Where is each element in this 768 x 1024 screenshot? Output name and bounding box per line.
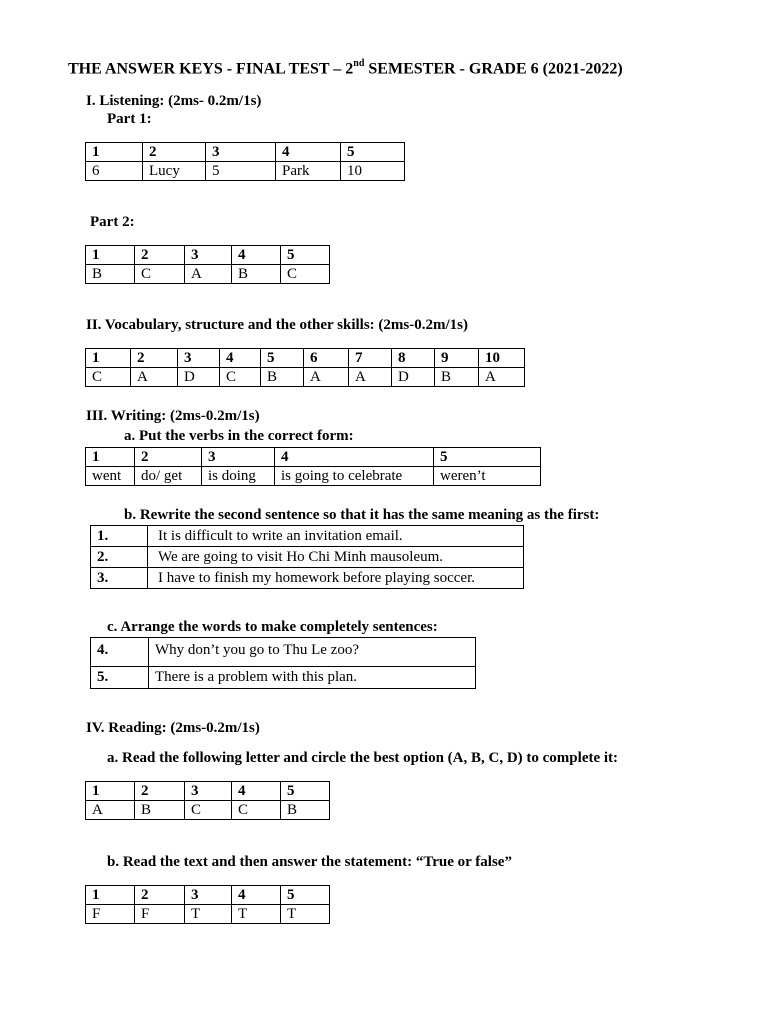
writing-a-table [85, 447, 541, 486]
listening-part2-table [85, 245, 330, 284]
table-row: A B C C B [86, 801, 330, 820]
table-row: 3. I have to finish my homework before playing soccer. [91, 568, 524, 589]
listening-part1-table [85, 142, 405, 181]
table-row: 5. There is a problem with this plan. [91, 667, 476, 689]
section-listening-heading: I. Listening: (2ms- 0.2m/1s) [86, 93, 262, 109]
table-header-row: 1 2 3 4 5 [86, 782, 330, 801]
table-header-row: 1 2 3 4 5 [86, 246, 330, 265]
reading-a-table [85, 781, 330, 820]
writing-b-table [90, 525, 524, 589]
writing-c-label: c. Arrange the words to make completely sentences: [107, 619, 438, 635]
table-row: 2. We are going to visit Ho Chi Minh mausoleum. [91, 547, 524, 568]
document-title: THE ANSWER KEYS - FINAL TEST – 2nd SEMESTER - GRADE 6 (2021-2022) [68, 58, 623, 78]
reading-b-table [85, 885, 330, 924]
part2-label: Part 2: [90, 214, 135, 230]
vocabulary-table [85, 348, 525, 387]
table-row: 4. Why don’t you go to Thu Le zoo? [91, 638, 476, 667]
table-header-row: 1 2 3 4 5 6 7 8 9 10 [86, 349, 525, 368]
table-header-row: 1 2 3 4 5 [86, 448, 541, 467]
reading-a-label: a. Read the following letter and circle the best option (A, B, C, D) to complete it: [107, 750, 619, 766]
table-header-row: 1 2 3 4 5 [86, 143, 405, 162]
section-vocabulary-heading: II. Vocabulary, structure and the other skills: (2ms-0.2m/1s) [86, 317, 468, 333]
writing-b-label: b. Rewrite the second sentence so that it has the same meaning as the first: [124, 507, 600, 523]
table-header-row: 1 2 3 4 5 [86, 886, 330, 905]
table-row: C A D C B A A D B A [86, 368, 525, 387]
table-row: B C A B C [86, 265, 330, 284]
table-row: went do/ get is doing is going to celebrate weren’t [86, 467, 541, 486]
section-writing-heading: III. Writing: (2ms-0.2m/1s) [86, 408, 260, 424]
writing-a-label: a. Put the verbs in the correct form: [124, 428, 354, 444]
section-reading-heading: IV. Reading: (2ms-0.2m/1s) [86, 720, 260, 736]
reading-b-label: b. Read the text and then answer the statement: “True or false” [107, 854, 512, 870]
writing-c-table [90, 637, 476, 689]
part1-label: Part 1: [107, 111, 152, 127]
table-row: 1. It is difficult to write an invitation email. [91, 526, 524, 547]
table-row: F F T T T [86, 905, 330, 924]
table-row: 6 Lucy 5 Park 10 [86, 162, 405, 181]
